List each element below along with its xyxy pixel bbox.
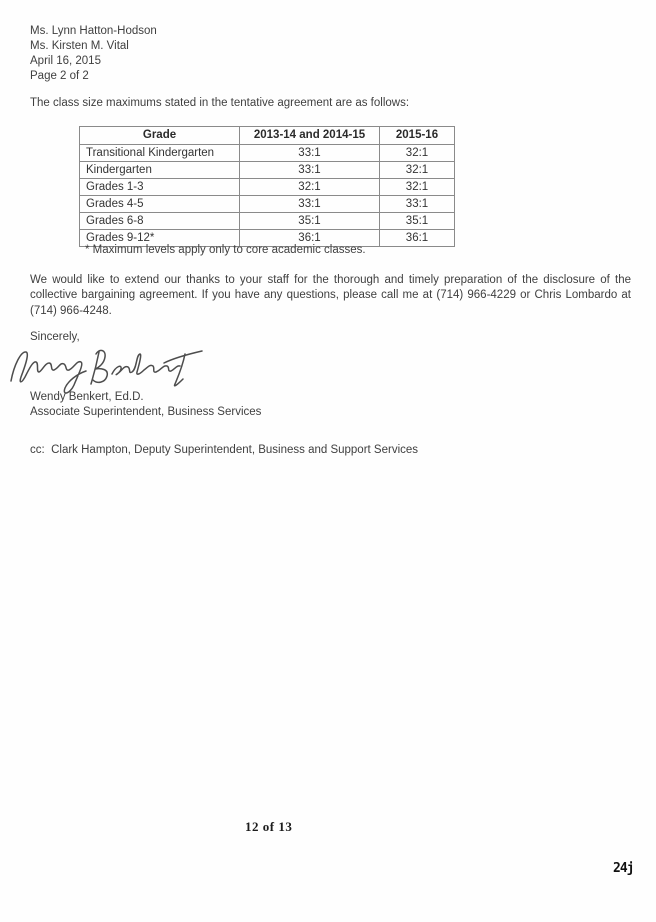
- ratio-cell: 35:1: [380, 213, 455, 230]
- grade-cell: Grades 4-5: [80, 196, 240, 213]
- table-row: [80, 196, 455, 213]
- ratio-cell: 32:1: [380, 179, 455, 196]
- ratio-cell: 35:1: [240, 213, 380, 230]
- ratio-cell: 32:1: [380, 145, 455, 162]
- ratio-cell: 32:1: [240, 179, 380, 196]
- ratio-cell: 33:1: [240, 196, 380, 213]
- signer-name: Wendy Benkert, Ed.D.: [30, 391, 144, 403]
- ratio-cell: 33:1: [240, 162, 380, 179]
- grade-cell: Grades 1-3: [80, 179, 240, 196]
- footer-page-number: 12 of 13: [245, 819, 293, 834]
- table-row: [80, 162, 455, 179]
- ratio-cell: 33:1: [380, 196, 455, 213]
- grade-cell: Kindergarten: [80, 162, 240, 179]
- column-header-grade: Grade: [80, 127, 240, 145]
- page-label: Page 2 of 2: [30, 70, 89, 82]
- table-row: [80, 145, 455, 162]
- ratio-cell: 36:1: [240, 230, 380, 247]
- ratio-cell: 33:1: [240, 145, 380, 162]
- cc-text: Clark Hampton, Deputy Superintendent, Business and Support Services: [51, 444, 419, 456]
- grade-cell: Transitional Kindergarten: [80, 145, 240, 162]
- valediction: Sincerely,: [30, 331, 80, 343]
- cc-line: [30, 443, 418, 458]
- recipient-name-1: Ms. Lynn Hatton-Hodson: [30, 25, 157, 37]
- grade-cell: Grades 9-12*: [80, 230, 240, 247]
- corner-exhibit-label: 24j: [613, 861, 634, 876]
- letter-date: April 16, 2015: [30, 55, 101, 67]
- table-row: [80, 179, 455, 196]
- ratio-cell: 32:1: [380, 162, 455, 179]
- body-paragraph: We would like to extend our thanks to your staff for the thorough and timely preparation of the disclosure of the collective bargaining agreement. If you have any questions, please call me at (714) 966-4229 or Chris Lombardo at (714) 966-4248.: [30, 274, 631, 317]
- table-header-row: [80, 127, 455, 145]
- column-header-2013-15: 2013-14 and 2014-15: [240, 127, 380, 145]
- cc-label: cc:: [30, 444, 45, 456]
- intro-sentence: The class size maximums stated in the tentative agreement are as follows:: [30, 97, 410, 109]
- class-size-table: [79, 126, 455, 247]
- column-header-2015-16: 2015-16: [380, 127, 455, 145]
- ratio-cell: 36:1: [380, 230, 455, 247]
- table-row: [80, 213, 455, 230]
- grade-cell: Grades 6-8: [80, 213, 240, 230]
- letterhead-block: [30, 24, 157, 84]
- recipient-name-2: Ms. Kirsten M. Vital: [30, 40, 129, 52]
- signer-title: Associate Superintendent, Business Services: [30, 406, 262, 418]
- handwritten-signature: [8, 343, 208, 395]
- table-footnote: * Maximum levels apply only to core academic classes.: [85, 244, 366, 256]
